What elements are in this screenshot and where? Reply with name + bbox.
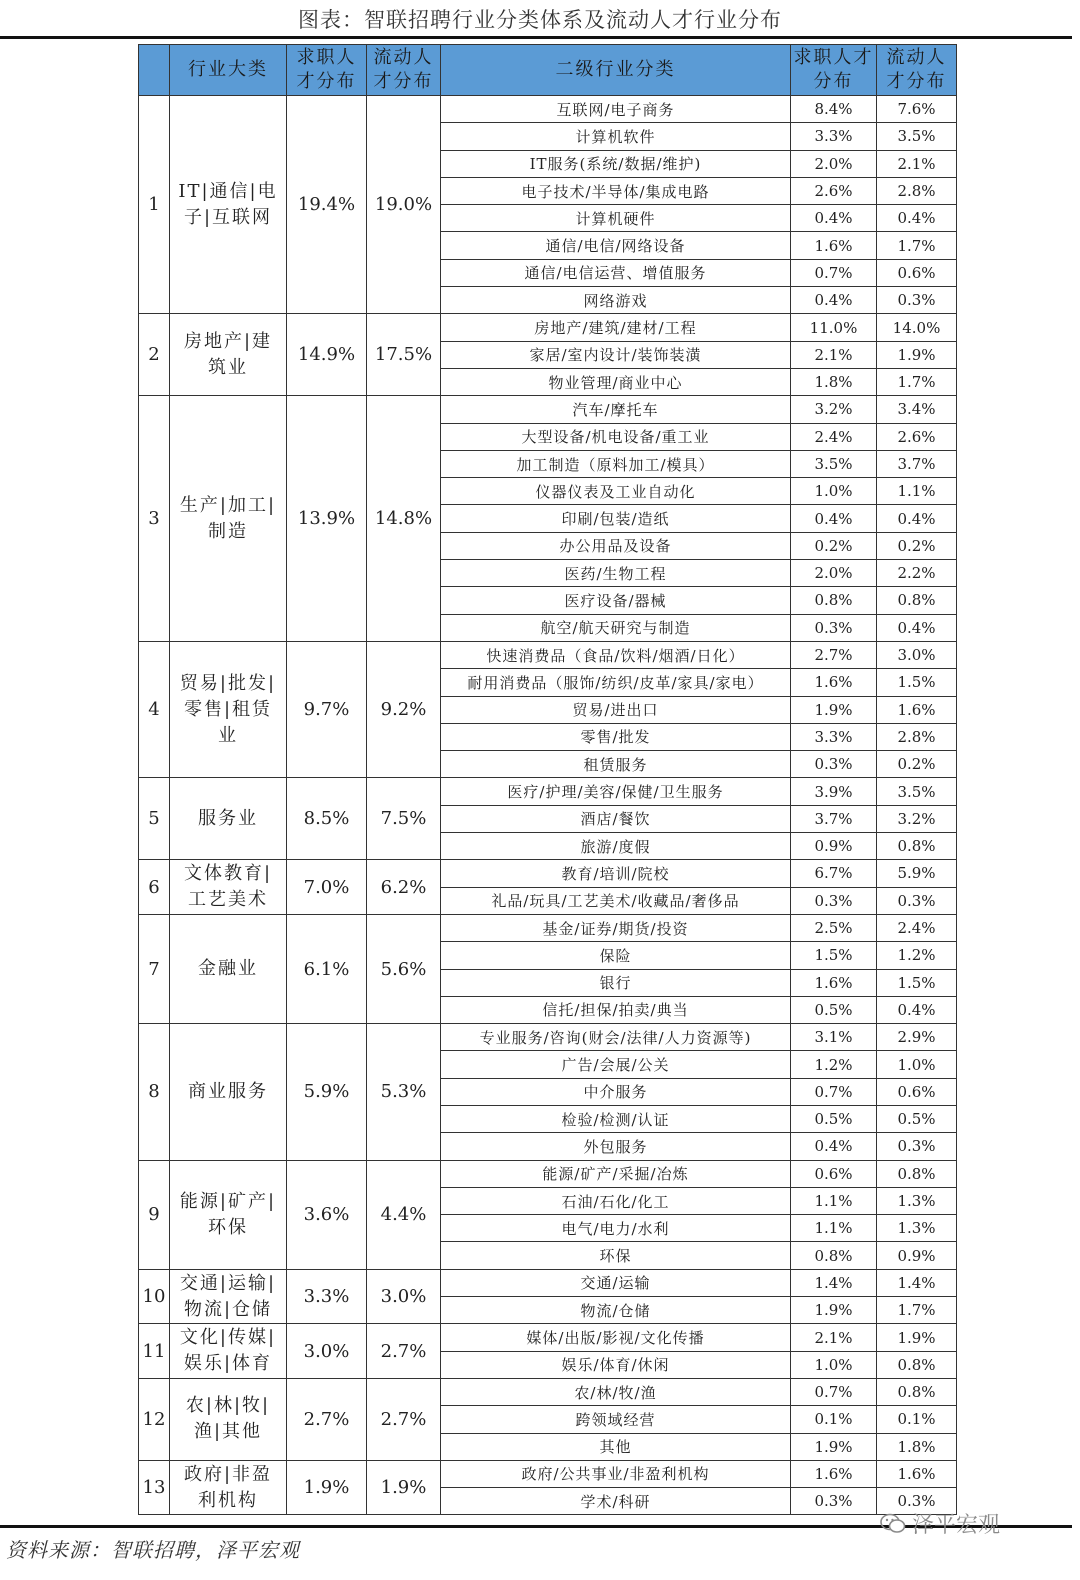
sub-category: 电气/电力/水利 [441, 1215, 791, 1242]
sub-mobile: 1.8% [877, 1433, 957, 1460]
sub-seek: 2.1% [791, 1324, 877, 1351]
group-mobile: 6.2% [367, 860, 441, 915]
sub-mobile: 3.5% [877, 123, 957, 150]
group-mobile: 2.7% [367, 1378, 441, 1460]
sub-category: 物业管理/商业中心 [441, 368, 791, 395]
sub-seek: 0.1% [791, 1406, 877, 1433]
sub-category: 快速消费品（食品/饮料/烟酒/日化） [441, 641, 791, 668]
table-row [139, 96, 957, 123]
table-row [139, 778, 957, 805]
sub-mobile: 0.4% [877, 996, 957, 1023]
sub-seek: 1.2% [791, 1051, 877, 1078]
sub-mobile: 2.8% [877, 177, 957, 204]
sub-mobile: 1.1% [877, 478, 957, 505]
sub-seek: 1.6% [791, 232, 877, 259]
group-seek: 6.1% [287, 914, 367, 1023]
group-index: 13 [139, 1460, 170, 1515]
sub-category: 中介服务 [441, 1078, 791, 1105]
sub-seek: 0.7% [791, 1078, 877, 1105]
sub-mobile: 0.5% [877, 1105, 957, 1132]
group-seek: 2.7% [287, 1378, 367, 1460]
sub-category: 旅游/度假 [441, 833, 791, 860]
sub-seek: 3.9% [791, 778, 877, 805]
industry-table [138, 44, 957, 1515]
sub-category: IT服务(系统/数据/维护) [441, 150, 791, 177]
sub-seek: 2.6% [791, 177, 877, 204]
watermark-text: 泽平宏观 [912, 1513, 1001, 1538]
group-category: 农|林|牧|渔|其他 [170, 1378, 287, 1460]
sub-category: 航空/航天研究与制造 [441, 614, 791, 641]
sub-seek: 0.2% [791, 532, 877, 559]
group-category: 服务业 [170, 778, 287, 860]
sub-seek: 0.7% [791, 259, 877, 286]
group-index: 2 [139, 314, 170, 396]
group-mobile: 2.7% [367, 1324, 441, 1379]
sub-seek: 2.0% [791, 150, 877, 177]
sub-category: 交通/运输 [441, 1269, 791, 1296]
sub-category: 其他 [441, 1433, 791, 1460]
sub-mobile: 3.0% [877, 641, 957, 668]
sub-category: 物流/仓储 [441, 1297, 791, 1324]
sub-mobile: 3.5% [877, 778, 957, 805]
group-mobile: 14.8% [367, 396, 441, 642]
table-body [139, 96, 957, 1515]
sub-seek: 11.0% [791, 314, 877, 341]
sub-mobile: 1.6% [877, 1460, 957, 1487]
sub-mobile: 0.3% [877, 1133, 957, 1160]
sub-category: 学术/科研 [441, 1488, 791, 1515]
group-category: 贸易|批发|零售|租赁业 [170, 641, 287, 777]
sub-seek: 1.1% [791, 1187, 877, 1214]
sub-category: 石油/石化/化工 [441, 1187, 791, 1214]
sub-seek: 1.8% [791, 368, 877, 395]
sub-seek: 1.6% [791, 669, 877, 696]
table-row [139, 1460, 957, 1487]
sub-seek: 2.0% [791, 560, 877, 587]
sub-seek: 1.6% [791, 969, 877, 996]
table-row [139, 860, 957, 887]
sub-category: 通信/电信/网络设备 [441, 232, 791, 259]
sub-category: 媒体/出版/影视/文化传播 [441, 1324, 791, 1351]
sub-mobile: 1.6% [877, 696, 957, 723]
sub-category: 酒店/餐饮 [441, 805, 791, 832]
group-category: 金融业 [170, 914, 287, 1023]
sub-category: 通信/电信运营、增值服务 [441, 259, 791, 286]
group-category: IT|通信|电子|互联网 [170, 96, 287, 314]
sub-seek: 0.5% [791, 1105, 877, 1132]
sub-mobile: 3.2% [877, 805, 957, 832]
header-mobile-sub: 流动人才分布 [877, 45, 957, 96]
sub-seek: 0.3% [791, 614, 877, 641]
group-index: 11 [139, 1324, 170, 1379]
sub-mobile: 1.0% [877, 1051, 957, 1078]
group-seek: 7.0% [287, 860, 367, 915]
sub-category: 医疗设备/器械 [441, 587, 791, 614]
sub-category: 大型设备/机电设备/重工业 [441, 423, 791, 450]
sub-category: 贸易/进出口 [441, 696, 791, 723]
sub-seek: 3.7% [791, 805, 877, 832]
group-category: 政府|非盈利机构 [170, 1460, 287, 1515]
group-category: 房地产|建筑业 [170, 314, 287, 396]
sub-category: 计算机软件 [441, 123, 791, 150]
table-row [139, 1269, 957, 1296]
sub-mobile: 1.2% [877, 942, 957, 969]
group-index: 4 [139, 641, 170, 777]
sub-mobile: 1.7% [877, 232, 957, 259]
sub-seek: 2.5% [791, 914, 877, 941]
watermark [880, 1508, 1000, 1539]
sub-mobile: 0.4% [877, 205, 957, 232]
sub-category: 跨领域经营 [441, 1406, 791, 1433]
sub-mobile: 0.4% [877, 614, 957, 641]
sub-category: 加工制造（原料加工/模具） [441, 450, 791, 477]
sub-category: 计算机硬件 [441, 205, 791, 232]
sub-seek: 0.3% [791, 751, 877, 778]
group-category: 文化|传媒|娱乐|体育 [170, 1324, 287, 1379]
table-row [139, 914, 957, 941]
sub-category: 检验/检测/认证 [441, 1105, 791, 1132]
sub-mobile: 0.8% [877, 587, 957, 614]
header-category: 行业大类 [170, 45, 287, 96]
sub-seek: 3.3% [791, 723, 877, 750]
sub-category: 广告/会展/公关 [441, 1051, 791, 1078]
sub-category: 礼品/玩具/工艺美术/收藏品/奢侈品 [441, 887, 791, 914]
sub-seek: 2.7% [791, 641, 877, 668]
sub-mobile: 1.5% [877, 969, 957, 996]
group-mobile: 19.0% [367, 96, 441, 314]
sub-mobile: 2.1% [877, 150, 957, 177]
sub-category: 娱乐/体育/休闲 [441, 1351, 791, 1378]
sub-mobile: 2.2% [877, 560, 957, 587]
sub-seek: 1.0% [791, 478, 877, 505]
sub-category: 房地产/建筑/建材/工程 [441, 314, 791, 341]
sub-seek: 0.8% [791, 1242, 877, 1269]
sub-mobile: 3.7% [877, 450, 957, 477]
top-rule [0, 36, 1072, 39]
sub-mobile: 0.2% [877, 751, 957, 778]
sub-mobile: 0.3% [877, 287, 957, 314]
sub-mobile: 1.3% [877, 1215, 957, 1242]
sub-seek: 1.9% [791, 1297, 877, 1324]
sub-category: 家居/室内设计/装饰装潢 [441, 341, 791, 368]
group-category: 文体教育|工艺美术 [170, 860, 287, 915]
sub-seek: 0.5% [791, 996, 877, 1023]
page-title: 图表：智联招聘行业分类体系及流动人才行业分布 [298, 8, 782, 32]
sub-mobile: 1.7% [877, 368, 957, 395]
sub-mobile: 0.4% [877, 505, 957, 532]
group-category: 交通|运输|物流|仓储 [170, 1269, 287, 1324]
sub-mobile: 0.1% [877, 1406, 957, 1433]
sub-seek: 6.7% [791, 860, 877, 887]
sub-category: 网络游戏 [441, 287, 791, 314]
sub-category: 教育/培训/院校 [441, 860, 791, 887]
group-index: 7 [139, 914, 170, 1023]
table-row [139, 314, 957, 341]
sub-category: 环保 [441, 1242, 791, 1269]
group-index: 10 [139, 1269, 170, 1324]
sub-category: 印刷/包装/造纸 [441, 505, 791, 532]
sub-seek: 2.1% [791, 341, 877, 368]
header-seek-major: 求职人才分布 [287, 45, 367, 96]
table-row [139, 1160, 957, 1187]
sub-seek: 1.5% [791, 942, 877, 969]
sub-mobile: 3.4% [877, 396, 957, 423]
sub-category: 能源/矿产/采掘/冶炼 [441, 1160, 791, 1187]
sub-category: 租赁服务 [441, 751, 791, 778]
sub-mobile: 5.9% [877, 860, 957, 887]
sub-mobile: 2.9% [877, 1024, 957, 1051]
group-seek: 9.7% [287, 641, 367, 777]
group-category: 商业服务 [170, 1024, 287, 1160]
sub-category: 政府/公共事业/非盈利机构 [441, 1460, 791, 1487]
header-seek-sub: 求职人才分布 [791, 45, 877, 96]
wechat-icon [880, 1513, 906, 1535]
sub-seek: 0.3% [791, 1488, 877, 1515]
group-index: 1 [139, 96, 170, 314]
header-mobile-major: 流动人才分布 [367, 45, 441, 96]
group-index: 8 [139, 1024, 170, 1160]
sub-seek: 0.3% [791, 887, 877, 914]
sub-mobile: 0.2% [877, 532, 957, 559]
sub-category: 专业服务/咨询(财会/法律/人力资源等) [441, 1024, 791, 1051]
sub-mobile: 1.9% [877, 341, 957, 368]
sub-mobile: 0.3% [877, 1488, 957, 1515]
sub-seek: 0.4% [791, 1133, 877, 1160]
sub-mobile: 0.8% [877, 833, 957, 860]
sub-seek: 2.4% [791, 423, 877, 450]
sub-mobile: 2.8% [877, 723, 957, 750]
sub-category: 农/林/牧/渔 [441, 1378, 791, 1405]
sub-category: 电子技术/半导体/集成电路 [441, 177, 791, 204]
sub-seek: 0.9% [791, 833, 877, 860]
group-category: 生产|加工|制造 [170, 396, 287, 642]
sub-seek: 1.9% [791, 1433, 877, 1460]
sub-seek: 1.4% [791, 1269, 877, 1296]
group-mobile: 5.6% [367, 914, 441, 1023]
group-seek: 3.6% [287, 1160, 367, 1269]
group-seek: 19.4% [287, 96, 367, 314]
table-row [139, 641, 957, 668]
header-subcategory: 二级行业分类 [441, 45, 791, 96]
sub-category: 银行 [441, 969, 791, 996]
sub-category: 耐用消费品（服饰/纺织/皮革/家具/家电） [441, 669, 791, 696]
table-row [139, 396, 957, 423]
sub-seek: 0.4% [791, 205, 877, 232]
sub-mobile: 0.6% [877, 259, 957, 286]
table-row [139, 1324, 957, 1351]
sub-category: 外包服务 [441, 1133, 791, 1160]
group-mobile: 9.2% [367, 641, 441, 777]
header-row [139, 45, 957, 96]
sub-seek: 0.7% [791, 1378, 877, 1405]
sub-category: 信托/担保/拍卖/典当 [441, 996, 791, 1023]
sub-mobile: 1.5% [877, 669, 957, 696]
sub-seek: 8.4% [791, 96, 877, 123]
sub-seek: 3.1% [791, 1024, 877, 1051]
group-seek: 1.9% [287, 1460, 367, 1515]
group-mobile: 1.9% [367, 1460, 441, 1515]
sub-mobile: 0.3% [877, 887, 957, 914]
sub-mobile: 0.9% [877, 1242, 957, 1269]
group-index: 12 [139, 1378, 170, 1460]
header-index [139, 45, 170, 96]
group-mobile: 4.4% [367, 1160, 441, 1269]
sub-mobile: 1.9% [877, 1324, 957, 1351]
sub-category: 仪器仪表及工业自动化 [441, 478, 791, 505]
sub-category: 互联网/电子商务 [441, 96, 791, 123]
group-seek: 3.3% [287, 1269, 367, 1324]
group-index: 6 [139, 860, 170, 915]
sub-seek: 1.0% [791, 1351, 877, 1378]
group-index: 9 [139, 1160, 170, 1269]
group-seek: 3.0% [287, 1324, 367, 1379]
sub-seek: 0.4% [791, 287, 877, 314]
sub-mobile: 1.4% [877, 1269, 957, 1296]
group-index: 5 [139, 778, 170, 860]
table-container [138, 44, 957, 1515]
sub-mobile: 0.8% [877, 1160, 957, 1187]
sub-seek: 0.4% [791, 505, 877, 532]
sub-category: 医药/生物工程 [441, 560, 791, 587]
sub-category: 医疗/护理/美容/保健/卫生服务 [441, 778, 791, 805]
table-row [139, 1378, 957, 1405]
sub-mobile: 1.7% [877, 1297, 957, 1324]
sub-seek: 3.3% [791, 123, 877, 150]
sub-seek: 1.6% [791, 1460, 877, 1487]
group-mobile: 7.5% [367, 778, 441, 860]
sub-category: 零售/批发 [441, 723, 791, 750]
sub-seek: 3.5% [791, 450, 877, 477]
source-note: 资料来源：智联招聘，泽平宏观 [6, 1538, 300, 1562]
group-seek: 5.9% [287, 1024, 367, 1160]
group-mobile: 3.0% [367, 1269, 441, 1324]
group-index: 3 [139, 396, 170, 642]
sub-mobile: 7.6% [877, 96, 957, 123]
sub-mobile: 0.8% [877, 1351, 957, 1378]
group-seek: 14.9% [287, 314, 367, 396]
group-seek: 8.5% [287, 778, 367, 860]
table-row [139, 1024, 957, 1051]
sub-category: 基金/证券/期货/投资 [441, 914, 791, 941]
sub-category: 汽车/摩托车 [441, 396, 791, 423]
sub-seek: 1.1% [791, 1215, 877, 1242]
sub-mobile: 2.4% [877, 914, 957, 941]
group-mobile: 17.5% [367, 314, 441, 396]
sub-mobile: 0.8% [877, 1378, 957, 1405]
sub-mobile: 14.0% [877, 314, 957, 341]
sub-mobile: 0.6% [877, 1078, 957, 1105]
sub-seek: 0.6% [791, 1160, 877, 1187]
sub-seek: 1.9% [791, 696, 877, 723]
sub-category: 办公用品及设备 [441, 532, 791, 559]
sub-seek: 0.8% [791, 587, 877, 614]
sub-category: 保险 [441, 942, 791, 969]
group-category: 能源|矿产|环保 [170, 1160, 287, 1269]
sub-mobile: 1.3% [877, 1187, 957, 1214]
group-seek: 13.9% [287, 396, 367, 642]
sub-seek: 3.2% [791, 396, 877, 423]
sub-mobile: 2.6% [877, 423, 957, 450]
group-mobile: 5.3% [367, 1024, 441, 1160]
